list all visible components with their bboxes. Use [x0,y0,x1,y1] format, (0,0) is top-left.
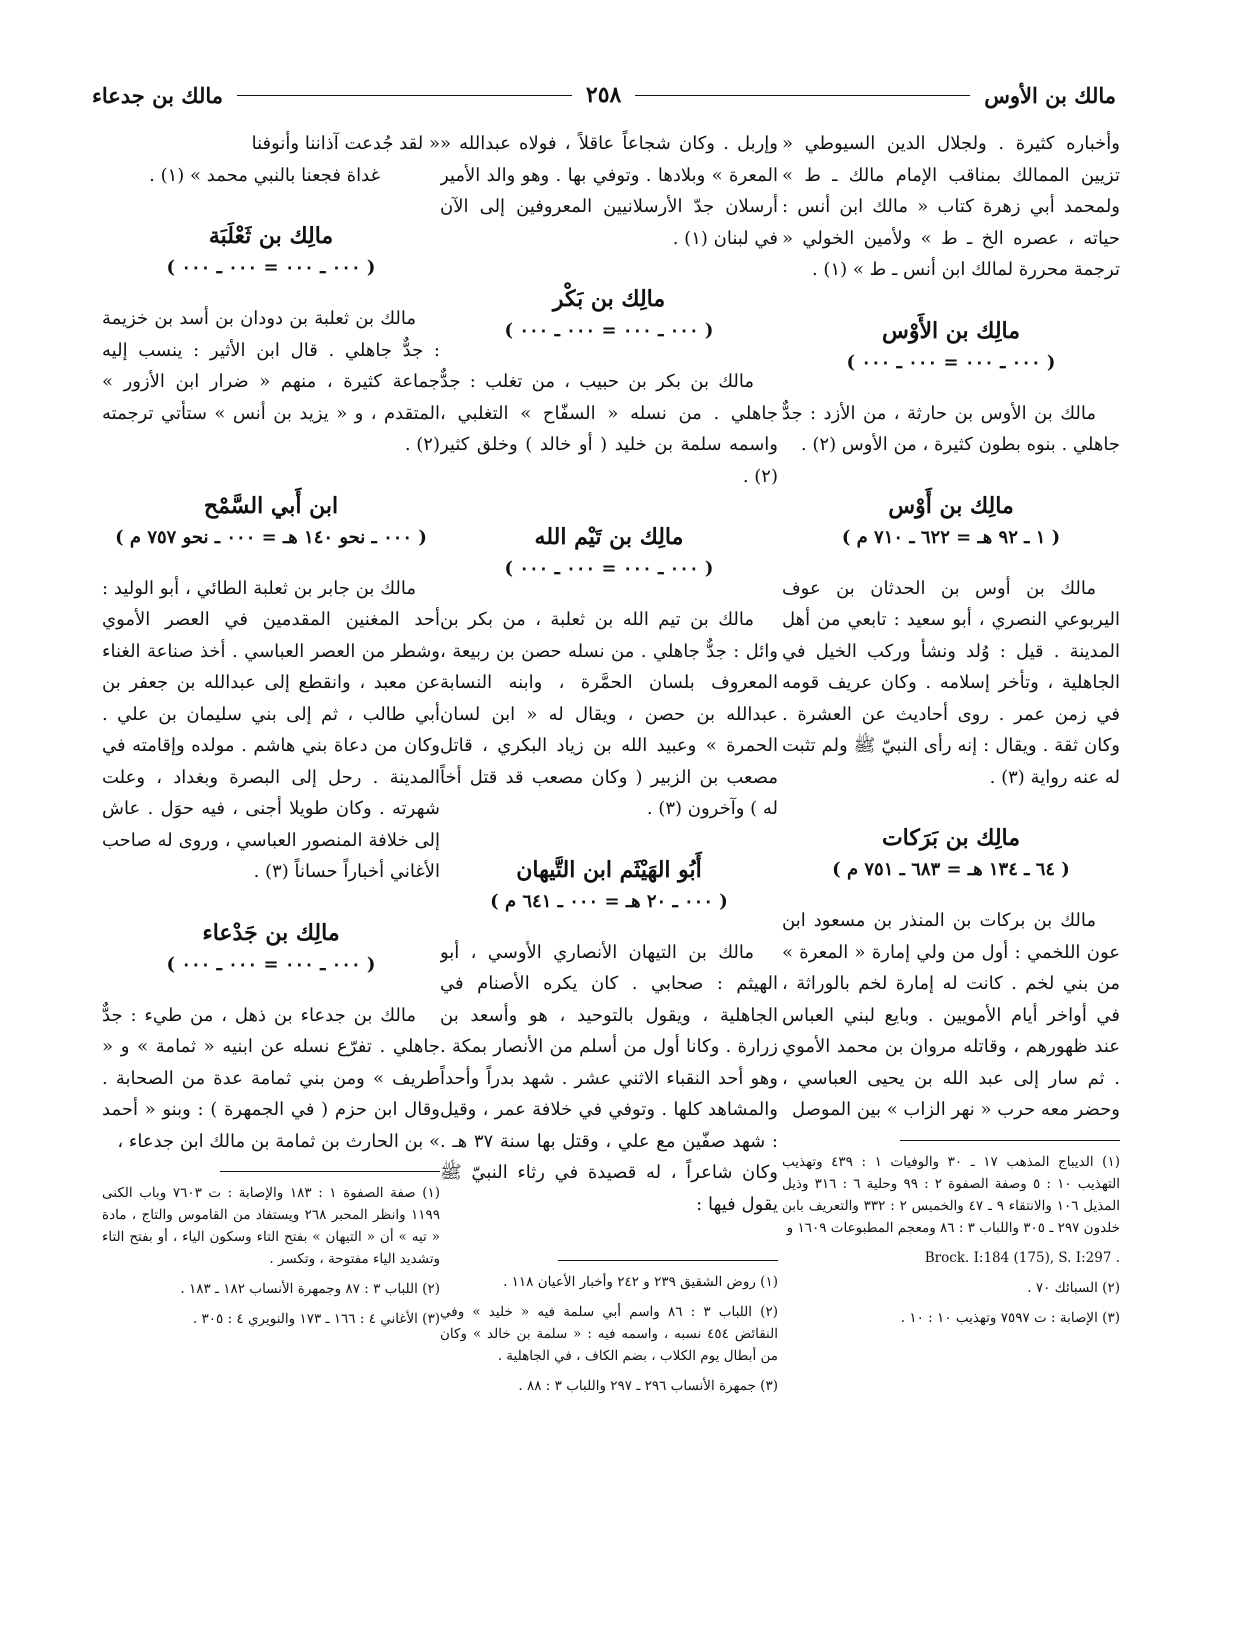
entry-dates: ( ١ ـ ٩٢ هـ = ٦٢٢ ـ ٧١٠ م ) [841,526,1061,548]
footnote: (١) صفة الصفوة ١ : ١٨٣ والإصابة : ت ٧٦٠٣ وباب الكنى ١١٩٩ وانظر المحبر ٢٦٨ ويستفاد من القاموس والتاج ، مادة « تيه » أن « التيهان » بفتح التاء وسكون الياء ، أو بفتح التاء وتشديد الياء مفتوحة ، وتكسر . [102,1185,440,1267]
footnote: (٣) الإصابة : ت ٧٥٩٧ وتهذيب ١٠ : ١٠ . [900,1309,1120,1326]
entry-dates: ( ٠٠٠ ـ ٠٠٠ = ٠٠٠ ـ ٠٠٠ ) [846,351,1056,373]
header-rule [237,95,572,96]
entry-text: مالك بن تيم الله بن ثعلبة ، من بكر بن وائل : جدٌّ جاهلي . من نسله حصن بن ربيعة ، المعروف بلسان الحمَّرة ، وابنه النسابة عبدالله بن حصن ، ويقال له « ابن لسان الحمرة » وعبيد الله بن زياد البكري ، قاتل مصعب بن الزبير ( وكان مصعب قد قتل أخاً له ) وآخرون (٣) . [440,609,778,819]
entry-title: مالِك بن بَرَكات [881,825,1021,851]
entry-title: مالِك بن أَوْس [888,492,1014,519]
footnote-rule [558,1260,778,1261]
entry-title: مالِك بن بَكْر [552,286,666,312]
entry-text: مالك بن ثعلبة بن دودان بن أسد بن خزيمة : جدٌّ جاهلي . قال ابن الأثير : ينسب إليه جماعة كثيرة ، منهم « ضرار ابن الأزور » المتقدم ، و « يزيد بن أنس » ستأتي ترجمته (٢) . [102,308,440,455]
footnote: (٢) اللباب ٣ : ٨٧ وجمهرة الأنساب ١٨٢ ـ ١٨٣ . [180,1281,440,1297]
footnote: (١) روض الشقيق ٢٣٩ و ٢٤٢ وأخبار الأعيان ١١٨ . [503,1274,778,1290]
entry-dates: ( ٠٠٠ ـ ٢٠ هـ = ٠٠٠ ـ ٦٤١ م ) [490,890,728,912]
entry-text: مالك بن الأوس بن حارثة ، من الأزد : جدٌّ جاهلي . بنوه بطون كثيرة ، من الأوس (٢) . [782,402,1120,455]
column-left [102,128,440,1618]
entry-title: مالِك بن جَدْعاء [202,919,340,946]
page-header [92,70,1116,120]
entry-text: مالك بن التيهان الأنصاري الأوسي ، أبو الهيثم : صحابي . كان يكره الأصنام في الجاهلية ، ويقول بالتوحيد ، هو وأسعد بن زرارة . وكانا أول من أسلم من الأنصار بمكة . وهو أحد النقباء الاثني عشر . شهد بدراً وأحداً والمشاهد كلها . وتوفي في خلافة عمر ، وقيل : شهد صفّين مع علي ، وقتل بها سنة ٣٧ هـ . وكان شاعراً ، له قصيدة في رثاء النبيّ ﷺ يقول فيها : [440,941,778,1215]
entry-dates: ( ٠٠٠ ـ نحو ١٤٠ هـ = ٠٠٠ ـ نحو ٧٥٧ م ) [115,526,427,548]
page-number: ٢٥٨ [585,82,622,108]
entry-dates: ( ٠٠٠ ـ ٠٠٠ = ٠٠٠ ـ ٠٠٠ ) [504,558,714,579]
entry-text: مالك بن جدعاء بن ذهل ، من طيء : جدٌّ جاهلي . تفرّع نسله عن ابنيه « ثمامة » و « طريف » ومن بني ثمامة عدة من الصحابة . وقال ابن حزم ( في الجمهرة ) : وبنو « أحمد » بن الحارث بن ثمامة بن مالك ابن جدعاء ، [102,1004,440,1152]
entry-text: مالك بن بكر بن حبيب ، من تغلب : جدٌّ جاهلي . من نسله « السفّاح » التغلبي ، واسمه سلمة بن خليد ( أو خالد ) وخلق كثير (٢) . [440,371,778,487]
running-title-left: مالك بن جدعاء [91,82,223,108]
entry-continuation: وأخباره كثيرة . ولجلال الدين السيوطي « تزيين الممالك بمناقب الإمام مالك ـ ط » ولمحمد أبي زهرة كتاب « مالك ابن أنس : حياته ، عصره الخ ـ ط » ولأمين الخولي « ترجمة محررة لمالك ابن أنس ـ ط » (١) . [782,133,1120,280]
column-right [782,128,1120,1618]
entry-dates: ( ٦٤ ـ ١٣٤ هـ = ٦٨٣ ـ ٧٥١ م ) [832,859,1070,880]
entry-dates: ( ٠٠٠ ـ ٠٠٠ = ٠٠٠ ـ ٠٠٠ ) [504,320,714,341]
header-rule [635,95,970,96]
footnote: (٢) اللباب ٣ : ٨٦ واسم أبي سلمة فيه « خليد » وفي النقائض ٤٥٤ نسبه ، واسمه فيه : « سلمة بن خالد » وكان من أبطال يوم الكلاب ، بضم الكاف ، في الجاهلية . [440,1304,778,1364]
footnote-rule [220,1171,440,1172]
entry-text: مالك بن بركات بن المنذر بن مسعود ابن عون اللخمي : أول من ولي إمارة « المعرة » من بني لخم . كانت له إمارة لخم بالوراثة ، في أواخر أيام الأمويين . وبايع لبني العباس عند ظهورهم ، وقاتله مروان بن محمد الأموي . ثم سار إلى عبد الله بن يحيى العباسي ، وحضر معه حرب « نهر الزاب » بين الموصل [782,910,1120,1120]
entry-title: مالِك بن تَيْم الله [534,524,684,550]
entry-title: ابن أَبي السَّمْح [203,492,339,519]
entry-title: مالِك بن ثَعْلَبَة [208,223,334,249]
verse-line-2: غداة فجعنا بالنبي محمد » (١) . [149,164,380,186]
running-title-right: مالك بن الأوس [984,82,1116,108]
poem-verse [102,128,440,191]
entry-title: أَبُو الهَيْثَم ابن التَّيهان [516,856,702,883]
footnote-rule [900,1140,1120,1141]
verse-line-1: « لقد جُدعت آذاننا وأنوفنا [251,133,440,154]
entry-text: مالك بن أوس بن الحدثان بن عوف اليربوعي النصري ، أبو سعيد : تابعي من أهل المدينة . قيل : وُلد ونشأ وركب الخيل في الجاهلية ، وتأخر إسلامه . وكان عريف قومه في زمن عمر . روى أحاديث عن العشرة . وكان ثقة . ويقال : إنه رأى النبيّ ﷺ ولم تثبت له عنه رواية (٣) . [782,577,1120,788]
footnote-latin: Brock. I:184 (175), S. I:297 . [924,1249,1120,1266]
footnote: (١) الديباج المذهب ١٧ ـ ٣٠ والوفيات ١ : ٤٣٩ وتهذيب التهذيب ١٠ : ٥ وصفة الصفوة ٢ : ٩٩ وحلية ٦ : ٣١٦ وذيل المذيل ١٠٦ والانتقاء ٩ ـ ٤٧ والخميس ٢ : ٣٣٢ والتعريف بابن خلدون ٢٩٧ ـ ٣٠٥ واللباب ٣ : ٨٦ ومعجم المطبوعات ١٦٠٩ و [782,1153,1120,1236]
footnote: (٣) الأغاني ٤ : ١٦٦ ـ ١٧٣ والنويري ٤ : ٣٠٥ . [192,1311,440,1327]
column-middle [440,128,778,1618]
entry-text: مالك بن جابر بن ثعلبة الطائي ، أبو الوليد : أحد المغنين المقدمين في العصر الأموي وشطر من العصر العباسي . أخذ صناعة الغناء عن معبد ، وانقطع إلى عبدالله بن جعفر بن أبي طالب ، ثم إلى بني سليمان بن علي . وكان من دعاة بني هاشم . مولده وإقامته في المدينة . رحل إلى البصرة وبغداد ، وعلت شهرته . وكان طويلا أجنى ، فيه حوَل . عاش إلى خلافة المنصور العباسي ، وروى له صاحب الأغاني أخباراً حساناً (٣) . [102,577,440,882]
entry-dates: ( ٠٠٠ ـ ٠٠٠ = ٠٠٠ ـ ٠٠٠ ) [166,257,376,278]
footnote: (٢) السبائك ٧٠ . [1027,1279,1120,1296]
entry-continuation: وإربل . وكان شجاعاً عاقلاً ، فولاه عبدالله « المعرة » وبلادها . وتوفي بها . وهو والد الأمير أرسلان جدّ الأرسلانيين المعروفين إلى الآن في لبنان (١) . [440,133,778,249]
entry-title: مالِك بن الأَوْس [881,317,1021,344]
footnote: (٣) جمهرة الأنساب ٢٩٦ ـ ٢٩٧ واللباب ٣ : ٨٨ . [518,1378,778,1394]
entry-dates: ( ٠٠٠ ـ ٠٠٠ = ٠٠٠ ـ ٠٠٠ ) [166,953,376,975]
